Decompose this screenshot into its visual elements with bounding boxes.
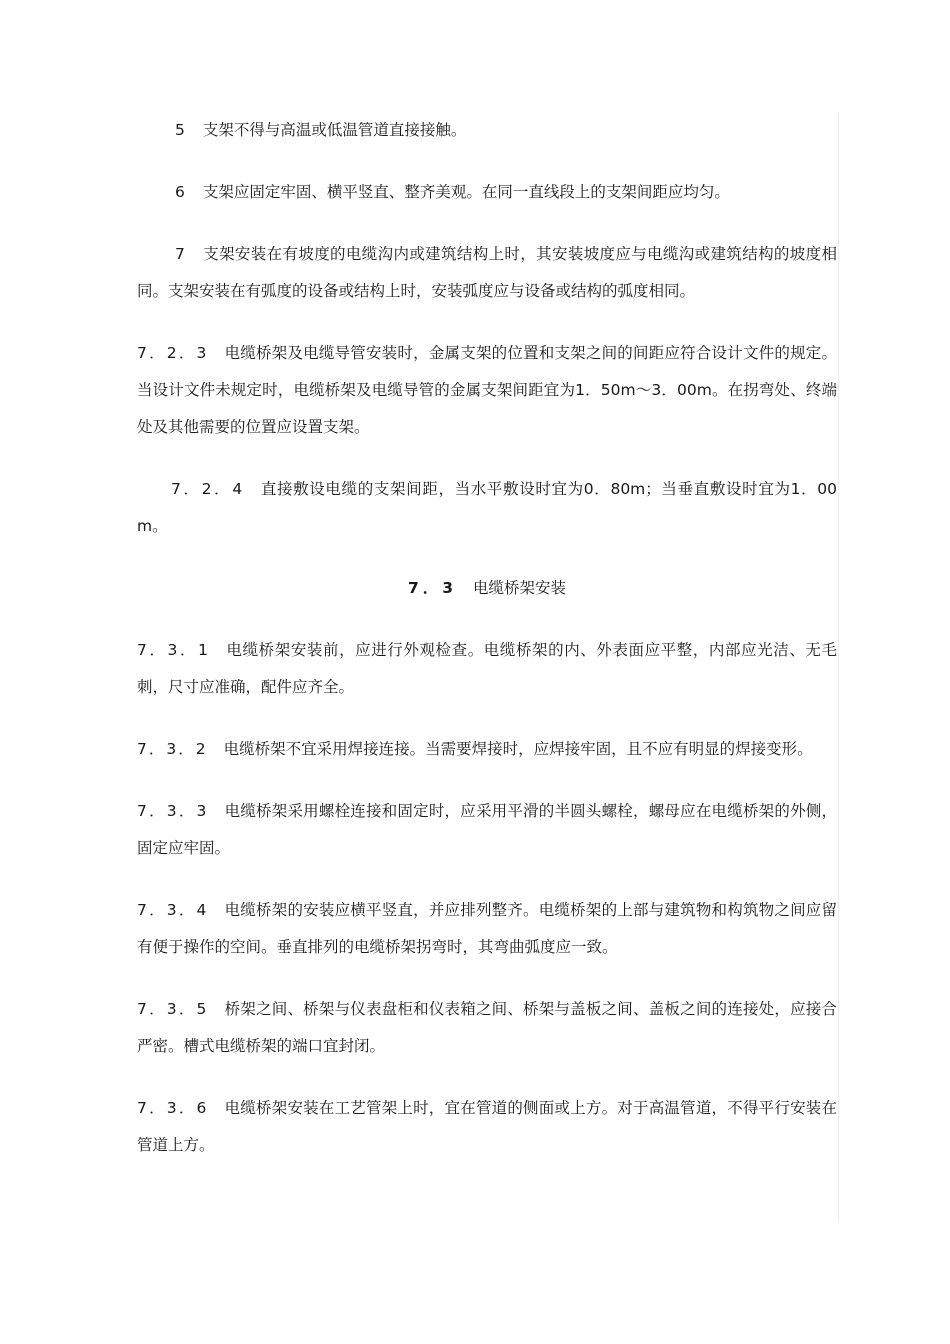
item-number: 6 — [175, 183, 187, 201]
clause-paragraph — [137, 632, 837, 706]
section-heading — [137, 570, 837, 607]
section-number: 7．3 — [407, 579, 458, 597]
item-text: 支架不得与高温或低温管道直接接触。 — [202, 121, 467, 139]
item-paragraph — [137, 112, 837, 149]
clause-text: 电缆桥架的安装应横平竖直，并应排列整齐。电缆桥架的上部与建筑物和构筑物之间应留有便于操作的空间。垂直排列的电缆桥架拐弯时，其弯曲弧度应一致。 — [137, 901, 837, 956]
clause-text: 电缆桥架及电缆导管安装时，金属支架的位置和支架之间的间距应符合设计文件的规定。当设计文件未规定时，电缆桥架及电缆导管的金属支架间距宜为1．50m～3．00m。在拐弯处、终端处及其他需要的位置应设置支架。 — [137, 344, 837, 436]
clause-number: 7．3．5 — [137, 1000, 209, 1018]
clause-text: 桥架之间、桥架与仪表盘柜和仪表箱之间、桥架与盖板之间、盖板之间的连接处，应接合严密。槽式电缆桥架的端口宜封闭。 — [137, 1000, 837, 1055]
clause-paragraph — [137, 731, 837, 768]
clause-number: 7．3．3 — [137, 802, 209, 820]
clause-text: 电缆桥架不宜采用焊接连接。当需要焊接时，应焊接牢固，且不应有明显的焊接变形。 — [223, 740, 813, 758]
clause-text: 直接敷设电缆的支架间距，当水平敷设时宜为0．80m；当垂直敷设时宜为1．00m。 — [137, 480, 837, 535]
item-number: 7 — [175, 245, 187, 263]
clause-number: 7．3．6 — [137, 1099, 209, 1117]
clause-number: 7．3．4 — [137, 901, 209, 919]
document-body — [137, 112, 837, 1189]
clause-text: 电缆桥架采用螺栓连接和固定时，应采用平滑的半圆头螺栓，螺母应在电缆桥架的外侧，固定应牢固。 — [137, 802, 837, 857]
clause-number: 7．2．4 — [171, 480, 245, 498]
clause-paragraph — [137, 793, 837, 867]
clause-text: 电缆桥架安装在工艺管架上时，宜在管道的侧面或上方。对于高温管道，不得平行安装在管道上方。 — [137, 1099, 837, 1154]
clause-paragraph — [137, 991, 837, 1065]
section-title: 电缆桥架安装 — [473, 579, 567, 597]
clause-number: 7．2．3 — [137, 344, 209, 362]
clause-text: 电缆桥架安装前，应进行外观检查。电缆桥架的内、外表面应平整，内部应光洁、无毛刺，尺寸应准确，配件应齐全。 — [137, 641, 837, 696]
clause-number: 7．3．1 — [137, 641, 210, 659]
clause-paragraph — [137, 892, 837, 966]
page-margin-line — [838, 112, 839, 1222]
clause-paragraph — [137, 471, 837, 545]
clause-paragraph — [137, 1090, 837, 1164]
item-text: 支架应固定牢固、横平竖直、整齐美观。在同一直线段上的支架间距应均匀。 — [202, 183, 730, 201]
clause-number: 7．3．2 — [137, 740, 208, 758]
item-text: 支架安装在有坡度的电缆沟内或建筑结构上时，其安装坡度应与电缆沟或建筑结构的坡度相同。支架安装在有弧度的设备或结构上时，安装弧度应与设备或结构的弧度相同。 — [137, 245, 837, 300]
item-number: 5 — [175, 121, 187, 139]
item-paragraph — [137, 174, 837, 211]
item-paragraph — [137, 236, 837, 310]
clause-paragraph — [137, 335, 837, 446]
